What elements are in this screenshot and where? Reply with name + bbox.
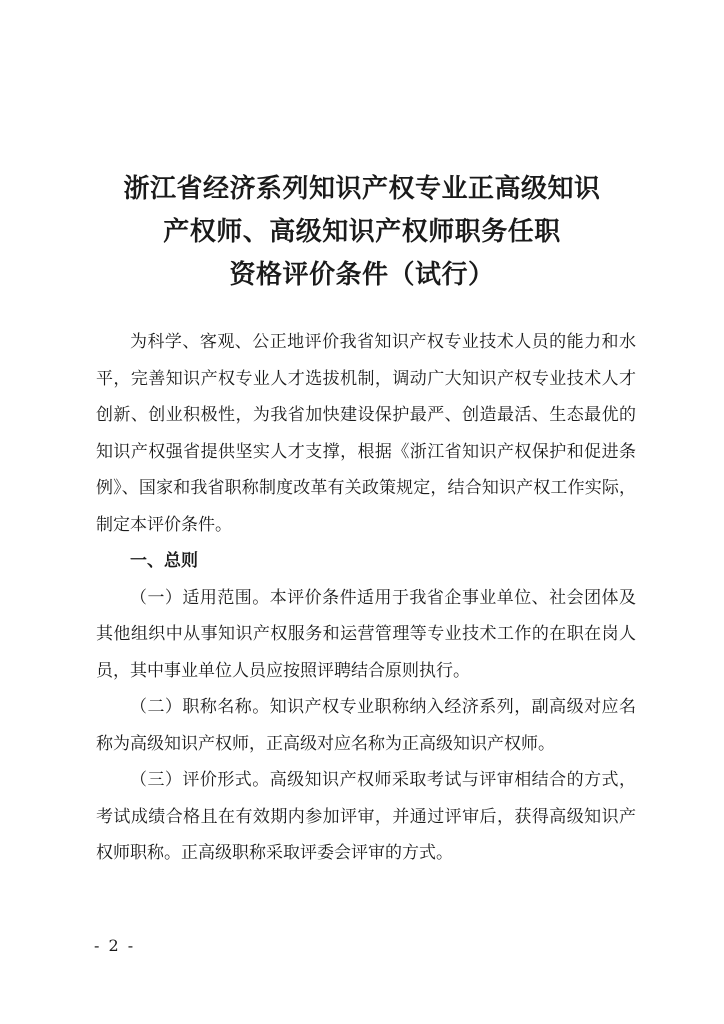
intro-paragraph: 为科学、客观、公正地评价我省知识产权专业技术人员的能力和水平，完善知识产权专业人才选拔机制，调动广大知识产权专业技术人才创新、创业积极性，为我省加快建设保护最严、创造最活、生态最优的知识产权强省提供坚实人才支撑，根据《浙江省知识产权保护和促进条例》、国家和我省职称制度改革有关政策规定，结合知识产权工作实际，制定本评价条件。	[96, 332, 636, 535]
title-line-1: 浙江省经济系列知识产权专业正高级知识	[123, 174, 601, 204]
paragraph-text: 本评价条件适用于我省企事业单位、社会团体及其他组织中从事知识产权服务和运营管理等专业技术工作的在职在岗人员，其中事业单位人员应按照评聘结合原则执行。	[96, 587, 637, 681]
section-heading: 一、总则	[130, 551, 198, 571]
document-title	[0, 168, 724, 297]
paragraph-evaluation-form	[96, 762, 636, 872]
document-body	[96, 324, 636, 872]
title-line-2: 产权师、高级知识产权师职务任职	[163, 217, 561, 247]
paragraph-lead: （三）评价形式。	[130, 770, 270, 790]
page-number: - 2 -	[94, 936, 136, 955]
paragraph-text: 知识产权专业职称纳入经济系列，副高级对应名称为高级知识产权师，正高级对应名称为正高级知识产权师。	[96, 697, 637, 754]
title-line-3: 资格评价条件（试行）	[229, 260, 495, 290]
paragraph-text: 高级知识产权师采取考试与评审相结合的方式，考试成绩合格且在有效期内参加评审，并通过评审后，获得高级知识产权师职称。正高级职称采取评委会评审的方式。	[96, 770, 637, 863]
paragraph-title-name	[96, 689, 636, 762]
paragraph-lead: （二）职称名称。	[130, 697, 270, 717]
paragraph-lead: （一）适用范围。	[130, 587, 270, 608]
paragraph-scope	[96, 580, 636, 690]
